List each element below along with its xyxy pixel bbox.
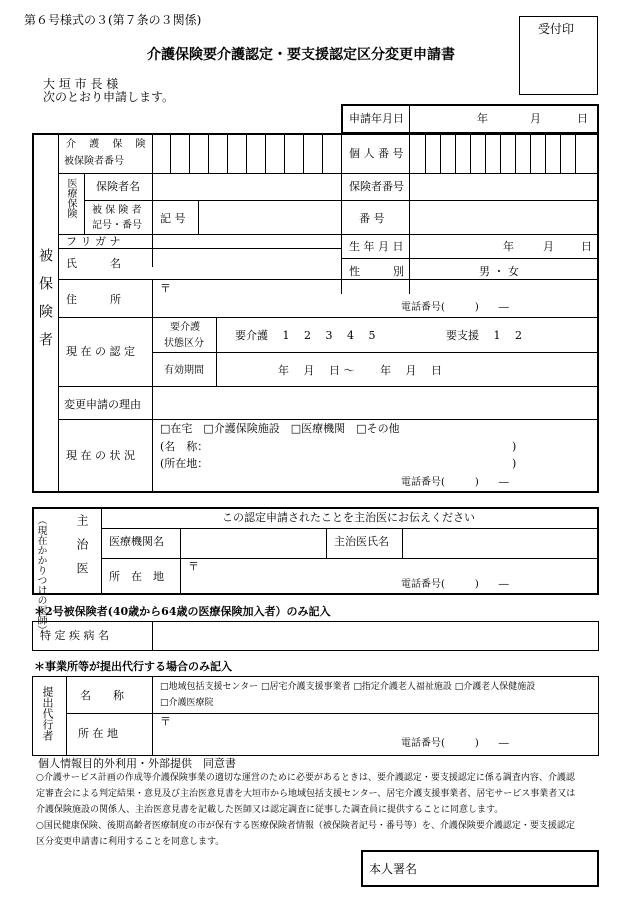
signature-label: 本人署名 <box>369 862 418 876</box>
medical-insurance-label: 医療保険 <box>65 178 76 218</box>
agent-section-label: 提出代行者 <box>41 686 54 741</box>
stamp-label: 受付印 <box>538 22 575 36</box>
doctor-notice: この認定申請されたことを主治医にお伝えください <box>222 511 475 524</box>
status-options[interactable]: □在宅 □介護保険施設 □医療機関 □その他 <box>160 422 400 435</box>
intro-text: 次のとおり申請します。 <box>43 90 175 104</box>
application-date-label: 申請年月日 <box>349 112 404 125</box>
care-level-options[interactable]: 要介護 1 2 3 4 5 <box>235 329 376 342</box>
signature-box[interactable] <box>361 850 599 887</box>
specific-disease-box <box>32 621 599 651</box>
doctor-section-label: 主治医 <box>75 514 89 586</box>
gender-options[interactable]: 男 ・ 女 <box>479 265 519 278</box>
form-number: 第６号様式の３(第７条の３関係) <box>24 13 202 27</box>
agent-type-options-2[interactable]: □介護医療院 <box>160 698 214 708</box>
reception-stamp-box <box>519 16 598 95</box>
addressee: 大 垣 市 長 様 <box>43 77 119 91</box>
page-title: 介護保険要介護認定・要支援認定区分変更申請書 <box>147 47 455 63</box>
consent-heading: 個人情報目的外利用・外部提供 同意書 <box>38 757 236 770</box>
support-level-options[interactable]: 要支援 1 2 <box>446 329 522 342</box>
agent-type-options[interactable]: □地域包括支援センター □居宅介護支援事業者 □指定介護老人福祉施設 □介護老人保健施設 <box>160 682 536 692</box>
insured-section-label: 被保険者 <box>37 248 53 360</box>
